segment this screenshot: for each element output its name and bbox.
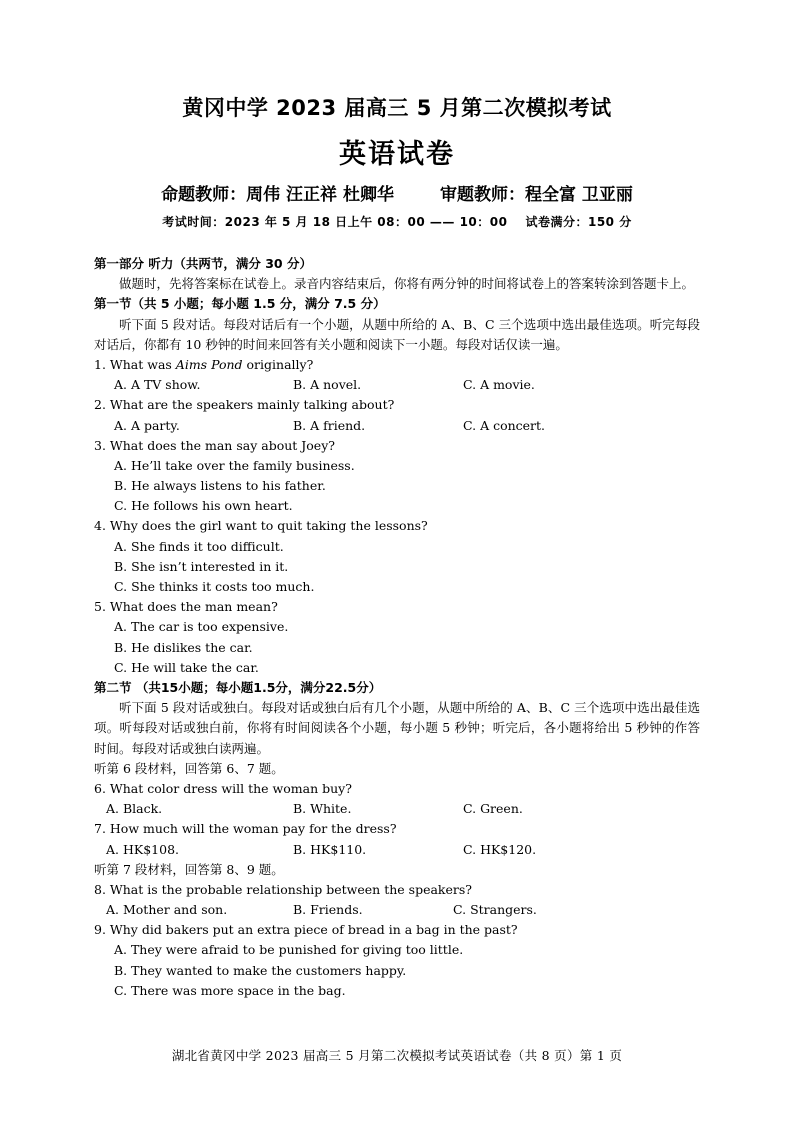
exam-title: 黄冈中学 2023 届高三 5 月第二次模拟考试 <box>182 96 612 120</box>
material-7-note: 听第 7 段材料，回答第 8、9 题。 <box>94 861 284 877</box>
option-c: C. She thinks it costs too much. <box>114 579 315 595</box>
option-b: B. A friend. <box>293 417 366 433</box>
option-a: A. Black. <box>106 801 163 817</box>
setters-label: 命题教师：周伟 汪正祥 杜卿华 <box>161 185 394 205</box>
option-b: B. He always listens to his father. <box>114 478 326 494</box>
option-c: C. There was more space in the bag. <box>114 982 346 998</box>
question-7: 7. How much will the woman pay for the dress? <box>94 821 397 837</box>
option-a: A. They were afraid to be punished for giving too little. <box>114 942 464 958</box>
question-8: 8. What is the probable relationship between the speakers? <box>94 881 472 897</box>
option-a: A. Mother and son. <box>106 902 228 918</box>
question-4: 4. Why does the girl want to quit taking the lessons? <box>94 518 428 534</box>
question-6: 6. What color dress will the woman buy? <box>94 780 352 796</box>
option-b: B. White. <box>293 801 352 817</box>
option-b: B. Friends. <box>293 902 363 918</box>
option-a: A. He’ll take over the family business. <box>114 457 355 473</box>
option-c: C. HK$120. <box>463 841 537 857</box>
question-2: 2. What are the speakers mainly talking about? <box>94 397 395 413</box>
option-b: B. They wanted to make the customers happy. <box>114 962 407 978</box>
section2-heading: 第二节 （共15小题；每小题1.5分，满分22.5分） <box>94 679 382 695</box>
option-c: C. A movie. <box>463 377 535 393</box>
question-5: 5. What does the man mean? <box>94 599 278 615</box>
option-c: C. He follows his own heart. <box>114 498 293 514</box>
question-2-options <box>94 416 700 436</box>
exam-subject: 英语试卷 <box>339 139 455 170</box>
option-b: B. HK$110. <box>293 841 367 857</box>
option-b: B. She isn’t interested in it. <box>114 558 289 574</box>
option-b: B. A novel. <box>293 377 362 393</box>
teachers-line <box>0 180 794 205</box>
question-8-options <box>94 900 700 920</box>
option-c: C. He will take the car. <box>114 659 259 675</box>
option-b: B. He dislikes the car. <box>114 639 253 655</box>
question-6-options <box>94 799 700 819</box>
option-a: A. The car is too expensive. <box>114 619 289 635</box>
option-a: A. A TV show. <box>114 377 201 393</box>
option-a: A. A party. <box>114 417 180 433</box>
option-c: C. Green. <box>463 801 523 817</box>
question-7-options <box>94 840 700 860</box>
material-6-note: 听第 6 段材料，回答第 6、7 题。 <box>94 760 284 776</box>
part1-heading: 第一部分 听力（共两节，满分 30 分） <box>94 256 312 271</box>
question-1-prefix: 1. What was <box>94 356 176 372</box>
exam-time: 考试时间：2023 年 5 月 18 日上午 08：00 —— 10：00 <box>162 215 508 229</box>
page-footer: 湖北省黄冈中学 2023 届高三 5 月第二次模拟考试英语试卷（共 8 页）第 1 页 <box>171 1048 623 1063</box>
option-a: A. She finds it too difficult. <box>114 538 284 554</box>
exam-body <box>94 254 700 1001</box>
question-1-suffix: originally? <box>242 356 314 372</box>
option-c: C. A concert. <box>463 417 546 433</box>
question-1-title: Aims Pond <box>175 356 243 372</box>
question-3: 3. What does the man say about Joey? <box>94 437 335 453</box>
section2-intro: 听下面 5 段对话或独白。每段对话或独白后有几个小题，从题中所给的 A、B、C 三个选项中选出最佳选项。听每段对话或独白前，你将有时间阅读各个小题，每小题 5 秒钟；听完后，各小题将给出 5 秒钟的作答时间。每段对话或独白读两遍。 <box>94 700 700 756</box>
full-score: 试卷满分：150 分 <box>525 215 632 229</box>
section1-heading: 第一节（共 5 小题；每小题 1.5 分，满分 7.5 分） <box>94 296 386 312</box>
reviewers-label: 审题教师：程全富 卫亚丽 <box>439 185 633 205</box>
question-9: 9. Why did bakers put an extra piece of bread in a bag in the past? <box>94 922 518 938</box>
option-c: C. Strangers. <box>453 902 537 918</box>
option-a: A. HK$108. <box>106 841 179 857</box>
part1-intro: 做题时，先将答案标在试卷上。录音内容结束后，你将有两分钟的时间将试卷上的答案转涂到答题卡上。 <box>119 276 695 292</box>
exam-info-line <box>0 213 794 230</box>
question-1-options <box>94 375 700 395</box>
question-1 <box>94 355 700 375</box>
section1-intro: 听下面 5 段对话。每段对话后有一个小题，从题中所给的 A、B、C 三个选项中选出最佳选项。听完每段对话后，你都有 10 秒钟的时间来回答有关小题和阅读下一小题。每段对话仅读一遍。 <box>94 316 700 352</box>
